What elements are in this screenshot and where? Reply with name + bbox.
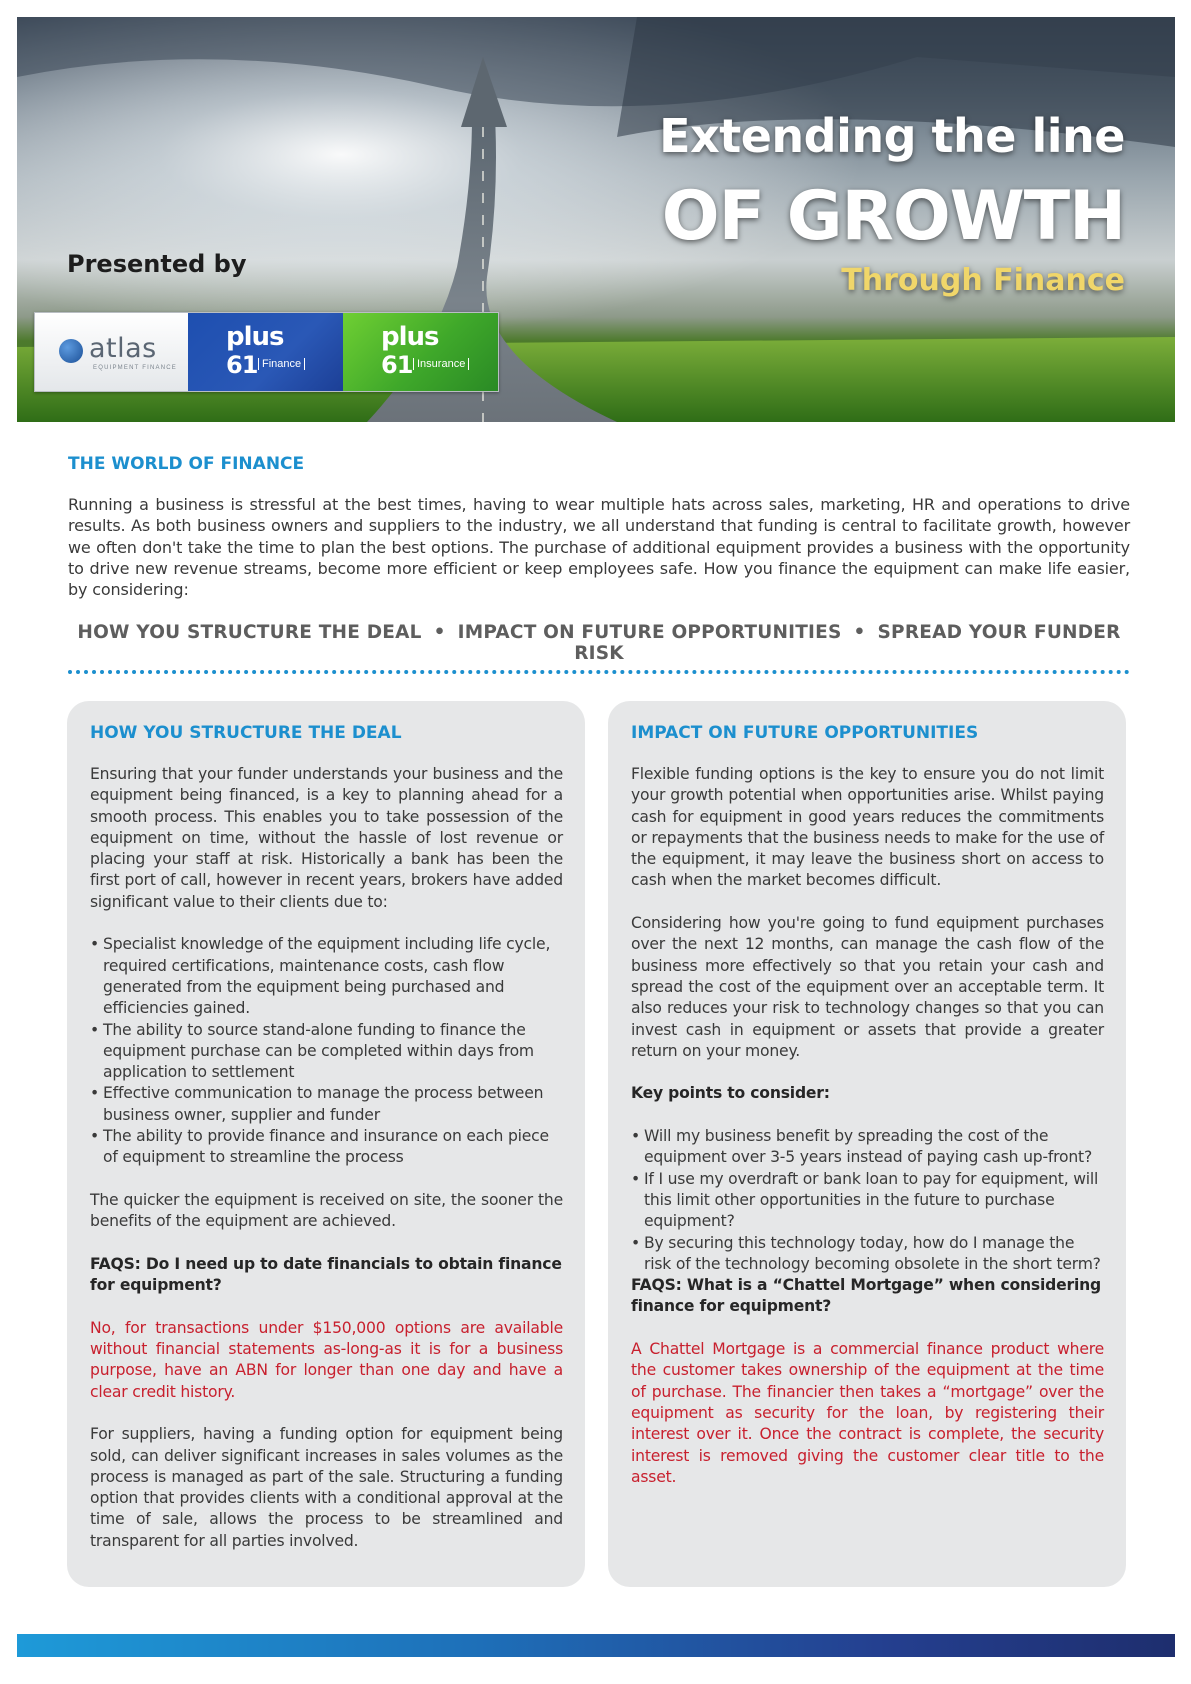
panel-paragraph: Ensuring that your funder understands your business and the equipment being financed, is a key to planning ahead for a smooth process. This enables you to take possession of the equipment on time, without the hassle of lost revenue or placing your staff at risk. Historically a bank has been the first port of call, however in recent years, brokers have added significant value to their clients due to:: [90, 765, 563, 911]
list-item: • Effective communication to manage the process between business owner, supplier and funder: [90, 1083, 563, 1126]
topic-structure: HOW YOU STRUCTURE THE DEAL: [77, 622, 422, 643]
faq-question: FAQS: What is a “Chattel Mortgage” when considering finance for equipment?: [631, 1276, 1101, 1316]
footer-gradient-bar: [17, 1634, 1175, 1657]
panel-paragraph: For suppliers, having a funding option for equipment being sold, can deliver significant increases in sales volumes as the process is managed as part of the sale. Structuring a funding option that provides clients with a conditional approval at the time of sale, allows the process to be streamlined and transparent for all parties involved.: [90, 1425, 563, 1550]
plus61-finance-number: 61: [226, 351, 258, 379]
intro-paragraph: Running a business is stressful at the best times, having to wear multiple hats across sales, marketing, HR and operations to drive results. As both business owners and suppliers to the industry, we all understand that funding is central to facilitate growth, however we often don't take the time to plan the best options. The purchase of additional equipment provides a business with the opportunity to drive new revenue streams, become more efficient or keep employees safe. How you finance the equipment can make life easier, by considering:: [68, 495, 1130, 600]
panel-paragraph: Flexible funding options is the key to ensure you do not limit your growth potential when opportunities arise. Whilst paying cash for equipment in good years reduces the commitments or repayments that the business needs to make for the use of the equipment, it may leave the business short on access to cash when the market becomes difficult.: [631, 765, 1104, 890]
list-item: • The ability to source stand-alone funding to finance the equipment purchase can be completed within days from application to settlement: [90, 1020, 563, 1084]
atlas-logo: [35, 313, 188, 391]
topic-risk: SPREAD YOUR FUNDER RISK: [574, 622, 1121, 664]
partner-logos: [34, 312, 499, 392]
panel-paragraph: The quicker the equipment is received on site, the sooner the benefits of the equipment are achieved.: [90, 1190, 563, 1231]
key-points-heading: Key points to consider:: [631, 1084, 830, 1103]
faq-answer: A Chattel Mortgage is a commercial finance product where the customer takes ownership of the equipment at the time of purchase. The financier then takes a “mortgage” over the equipment as security for the loan, by registering their interest over it. Once the contract is complete, the security interest is removed giving the customer clear title to the asset.: [631, 1340, 1104, 1486]
panel-paragraph: Considering how you're going to fund equipment purchases over the next 12 months, can manage the cash flow of the business more effectively so that you retain your cash and spread the cost of the equipment over an acceptable term. It also reduces your risk to technology changes so that you can invest cash in equipment or assets that provide a greater return on your money.: [631, 914, 1104, 1060]
topic-separator: •: [853, 622, 866, 643]
hero-banner: [17, 17, 1175, 422]
plus61-insurance-logo: [343, 313, 498, 391]
list-item: • If I use my overdraft or bank loan to pay for equipment, will this limit other opportunities in the future to purchase equipment?: [631, 1169, 1104, 1233]
structure-deal-panel: [67, 701, 585, 1587]
plus61-finance-word: plus: [226, 322, 284, 352]
future-opportunities-panel: [608, 701, 1126, 1587]
dotted-divider: [68, 670, 1130, 674]
panel-heading: IMPACT ON FUTURE OPPORTUNITIES: [631, 723, 979, 743]
plus61-insurance-tag: Insurance: [413, 358, 469, 370]
list-item: • The ability to provide finance and insurance on each piece of equipment to streamline the process: [90, 1126, 563, 1169]
atlas-globe-icon: [59, 339, 83, 363]
key-topics-line: [68, 622, 1130, 664]
broker-benefits-list: [90, 934, 563, 1168]
key-points-list: [631, 1126, 1104, 1275]
plus61-insurance-word: plus: [381, 322, 439, 352]
hero-title-line3: Through Finance: [841, 263, 1125, 298]
faq-answer: No, for transactions under $150,000 options are available without financial statements as-long-as it is for a business purpose, have an ABN for longer than one day and have a clear credit history.: [90, 1318, 563, 1401]
panel-heading: HOW YOU STRUCTURE THE DEAL: [90, 723, 402, 743]
intro-heading: THE WORLD OF FINANCE: [68, 454, 305, 474]
plus61-finance-logo: [188, 313, 343, 391]
list-item: • By securing this technology today, how do I manage the risk of the technology becoming obsolete in the short term?: [631, 1233, 1104, 1276]
atlas-logo-text: atlas: [89, 333, 157, 364]
list-item: • Will my business benefit by spreading the cost of the equipment over 3-5 years instead of paying cash up-front?: [631, 1126, 1104, 1169]
hero-title-line2: OF GROWTH: [661, 177, 1125, 256]
topic-separator: •: [433, 622, 446, 643]
atlas-logo-subtext: EQUIPMENT FINANCE: [93, 365, 177, 371]
presented-by-label: Presented by: [67, 250, 247, 278]
faq-question: FAQS: Do I need up to date financials to obtain finance for equipment?: [90, 1254, 562, 1295]
list-item: • Specialist knowledge of the equipment including life cycle, required certifications, maintenance costs, cash flow generated from the equipment being purchased and efficiencies gained.: [90, 934, 563, 1019]
hero-title-line1: Extending the line: [659, 109, 1125, 163]
topic-opportunities: IMPACT ON FUTURE OPPORTUNITIES: [457, 622, 842, 643]
plus61-insurance-number: 61: [381, 351, 413, 379]
plus61-finance-tag: Finance: [258, 358, 305, 370]
